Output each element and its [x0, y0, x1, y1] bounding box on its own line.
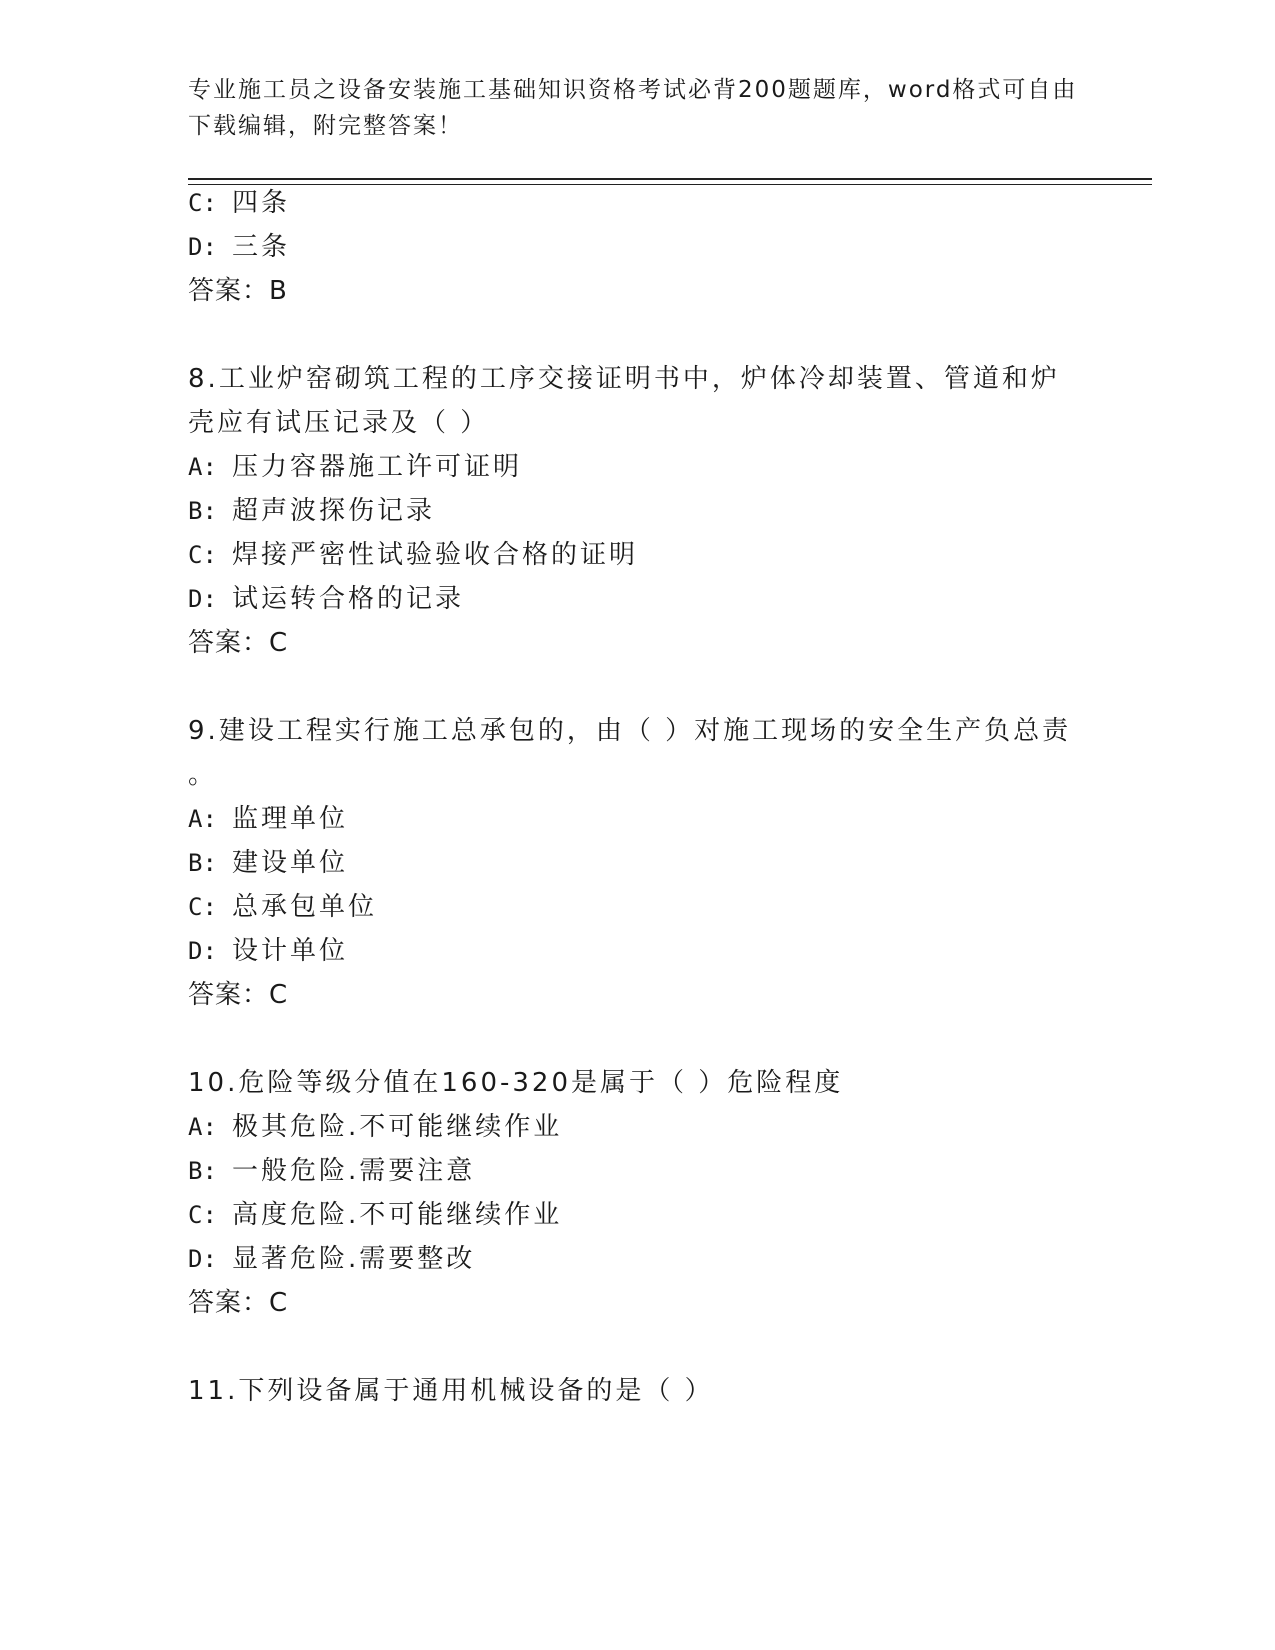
option-text: 焊接严密性试验验收合格的证明 — [232, 540, 639, 570]
question-number: 10. — [188, 1068, 239, 1098]
option-text: 高度危险.不可能继续作业 — [232, 1200, 563, 1230]
header-title-line1: 专业施工员之设备安装施工基础知识资格考试必背200题题库，word格式可自由 — [188, 77, 1078, 103]
option-label: C: — [188, 541, 217, 569]
question-number: 9. — [188, 716, 219, 746]
question-stem: 危险等级分值在160-320是属于（ ）危险程度 — [238, 1068, 844, 1098]
option-label: D: — [188, 1245, 217, 1273]
answer-value: B — [269, 276, 288, 306]
option-label: A: — [188, 1113, 217, 1141]
answer-line — [188, 626, 288, 660]
question-number: 8. — [188, 364, 219, 394]
header-divider-thick — [188, 178, 1152, 180]
question-9-stem-line2: 。 — [188, 760, 218, 790]
option-d — [188, 582, 464, 616]
document-header — [188, 72, 1088, 144]
answer-label: 答案： — [188, 276, 270, 306]
option-text: 试运转合格的记录 — [232, 584, 465, 614]
option-text: 四条 — [232, 188, 291, 218]
option-text: 总承包单位 — [232, 892, 378, 922]
question-11-stem — [188, 1374, 714, 1408]
option-a — [188, 1110, 562, 1144]
question-8-stem-line2: 壳应有试压记录及（ ） — [188, 408, 490, 438]
option-a — [188, 802, 348, 836]
answer-line — [188, 978, 288, 1012]
option-label: A: — [188, 805, 217, 833]
option-d — [188, 230, 290, 264]
option-d — [188, 934, 348, 968]
answer-label: 答案： — [188, 628, 270, 658]
option-label: A: — [188, 453, 217, 481]
question-number: 11. — [188, 1376, 239, 1406]
option-text: 超声波探伤记录 — [232, 496, 436, 526]
answer-line — [188, 1286, 288, 1320]
option-label: C: — [188, 189, 217, 217]
question-10-stem — [188, 1066, 843, 1100]
option-label: D: — [188, 937, 217, 965]
header-divider-thin — [188, 184, 1152, 185]
option-c — [188, 186, 290, 220]
option-text: 设计单位 — [232, 936, 349, 966]
question-8-stem-line1 — [188, 362, 1060, 396]
answer-value: C — [269, 1288, 289, 1318]
option-text: 建设单位 — [232, 848, 349, 878]
option-b — [188, 494, 435, 528]
option-label: C: — [188, 1201, 217, 1229]
header-title-line2: 下载编辑，附完整答案！ — [188, 113, 463, 139]
answer-label: 答案： — [188, 1288, 270, 1318]
answer-line — [188, 274, 288, 308]
answer-value: C — [269, 628, 289, 658]
option-text: 监理单位 — [232, 804, 349, 834]
option-label: D: — [188, 233, 217, 261]
question-stem: 工业炉窑砌筑工程的工序交接证明书中，炉体冷却装置、管道和炉 — [218, 364, 1060, 394]
option-c — [188, 538, 638, 572]
answer-value: C — [269, 980, 289, 1010]
option-text: 三条 — [232, 232, 291, 262]
option-c — [188, 890, 377, 924]
question-stem: 下列设备属于通用机械设备的是（ ） — [238, 1376, 714, 1406]
option-label: D: — [188, 585, 217, 613]
option-text: 压力容器施工许可证明 — [232, 452, 523, 482]
option-text: 极其危险.不可能继续作业 — [232, 1112, 563, 1142]
option-text: 显著危险.需要整改 — [232, 1244, 476, 1274]
option-a — [188, 450, 522, 484]
option-label: B: — [188, 1157, 217, 1185]
option-label: B: — [188, 497, 217, 525]
question-9-stem-line1 — [188, 714, 1071, 748]
option-text: 一般危险.需要注意 — [232, 1156, 476, 1186]
question-stem: 建设工程实行施工总承包的，由（ ）对施工现场的安全生产负总责 — [218, 716, 1072, 746]
option-c — [188, 1198, 562, 1232]
option-d — [188, 1242, 475, 1276]
option-b — [188, 846, 348, 880]
option-b — [188, 1154, 475, 1188]
option-label: C: — [188, 893, 217, 921]
answer-label: 答案： — [188, 980, 270, 1010]
option-label: B: — [188, 849, 217, 877]
